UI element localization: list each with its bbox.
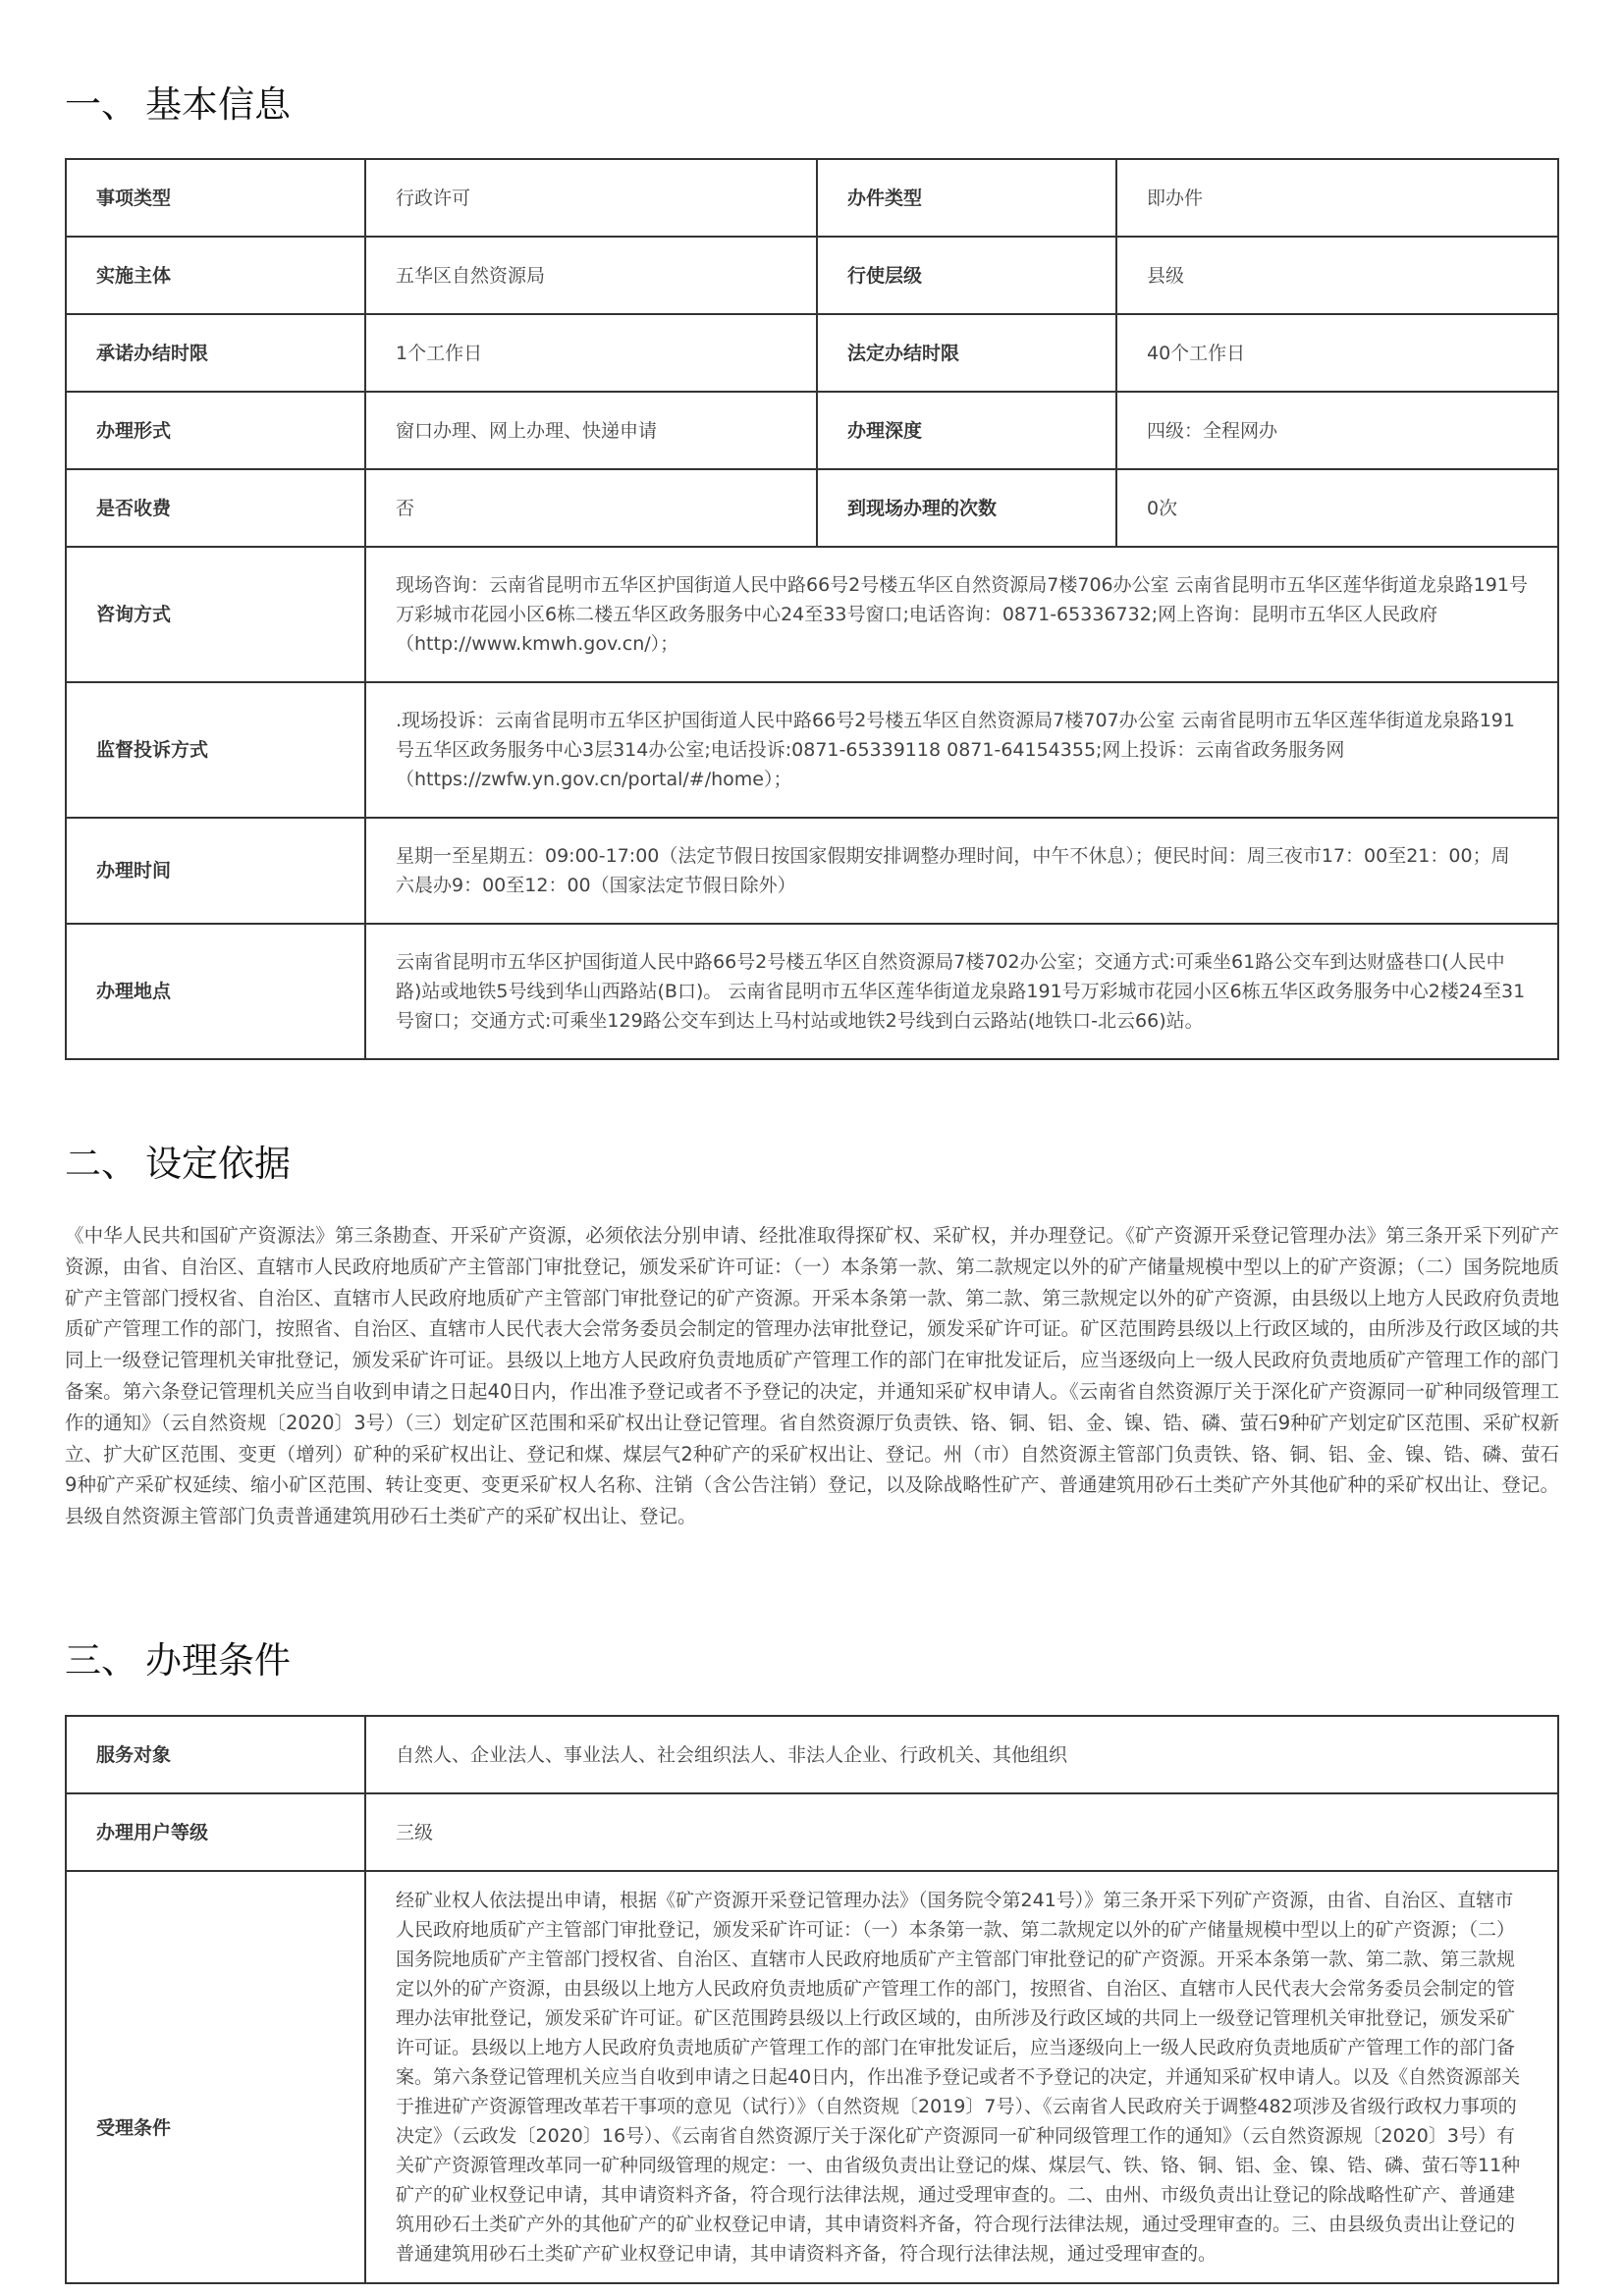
field-label: 办理时间 <box>66 818 365 924</box>
section-number: 三、 <box>65 1639 137 1682</box>
table-row-acceptance <box>66 1871 1558 2283</box>
field-label: 受理条件 <box>66 1871 365 2283</box>
field-label: 是否收费 <box>66 469 365 547</box>
field-label: 办理地点 <box>66 924 365 1059</box>
table-row <box>66 469 1558 547</box>
table-row <box>66 237 1558 314</box>
field-value: 即办件 <box>1116 159 1558 237</box>
table-row <box>66 159 1558 237</box>
table-row <box>66 314 1558 392</box>
field-value: 1个工作日 <box>365 314 817 392</box>
field-value: 云南省昆明市五华区护国街道人民中路66号2号楼五华区自然资源局7楼702办公室；交通方式:可乘坐61路公交车到达财盛巷口(人民中路)站或地铁5号线到华山西路站(B口)。 云南省昆明市五华区莲华街道龙泉路191号万彩城市花园小区6栋五华区政务服务中心2楼24至31号窗口；交通方式:可乘坐129路公交车到达上马村站或地铁2号线到白云路站(地铁口-北云66)站。 <box>365 924 1558 1059</box>
field-value: 40个工作日 <box>1116 314 1558 392</box>
field-label: 办理用户等级 <box>66 1793 365 1871</box>
table-row <box>66 1793 1558 1871</box>
field-value: 现场咨询：云南省昆明市五华区护国街道人民中路66号2号楼五华区自然资源局7楼706办公室 云南省昆明市五华区莲华街道龙泉路191号万彩城市花园小区6栋二楼五华区政务服务中心24至33号窗口;电话咨询：0871-65336732;网上咨询：昆明市五华区人民政府（http://www.kmwh.gov.cn/）； <box>365 547 1558 682</box>
field-value: 四级：全程网办 <box>1116 392 1558 469</box>
field-value: 否 <box>365 469 817 547</box>
section-heading-conditions <box>65 1639 291 1682</box>
table-row <box>66 1716 1558 1793</box>
legal-basis-text: 《中华人民共和国矿产资源法》第三条勘查、开采矿产资源，必须依法分别申请、经批准取得探矿权、采矿权，并办理登记。《矿产资源开采登记管理办法》第三条开采下列矿产资源，由省、自治区、直辖市人民政府地质矿产主管部门审批登记，颁发采矿许可证：（一）本条第一款、第二款规定以外的矿产储量规模中型以上的矿产资源；（二）国务院地质矿产主管部门授权省、自治区、直辖市人民政府地质矿产主管部门审批登记的矿产资源。开采本条第一款、第二款、第三款规定以外的矿产资源，由县级以上地方人民政府负责地质矿产管理工作的部门，按照省、自治区、直辖市人民代表大会常务委员会制定的管理办法审批登记，颁发采矿许可证。矿区范围跨县级以上行政区域的，由所涉及行政区域的共同上一级登记管理机关审批登记，颁发采矿许可证。县级以上地方人民政府负责地质矿产管理工作的部门在审批发证后，应当逐级向上一级人民政府负责地质矿产管理工作的部门备案。第六条登记管理机关应当自收到申请之日起40日内，作出准予登记或者不予登记的决定，并通知采矿权申请人。《云南省自然资源厅关于深化矿产资源同一矿种同级管理工作的通知》（云自然资规〔2020〕3号）（三）划定矿区范围和采矿权出让登记管理。省自然资源厅负责铁、铬、铜、铝、金、镍、锆、磷、萤石9种矿产划定矿区范围、采矿权新立、扩大矿区范围、变更（增列）矿种的采矿权出让、登记和煤、煤层气2种矿产的采矿权出让、登记。州（市）自然资源主管部门负责铁、铬、铜、铝、金、镍、锆、磷、萤石9种矿产采矿权延续、缩小矿区范围、转让变更、变更采矿权人名称、注销（含公告注销）登记，以及除战略性矿产、普通建筑用砂石土类矿产外其他矿种的采矿权出让、登记。县级自然资源主管部门负责普通建筑用砂石土类矿产的采矿权出让、登记。 <box>65 1224 1559 1528</box>
field-value: 三级 <box>365 1793 1558 1871</box>
field-value: .现场投诉：云南省昆明市五华区护国街道人民中路66号2号楼五华区自然资源局7楼707办公室 云南省昆明市五华区莲华街道龙泉路191号五华区政务服务中心3层314办公室;电话投诉:0871-65339118 0871-64154355;网上投诉：云南省政务服务网（https://zwfw.yn.gov.cn/portal/#/home）； <box>365 682 1558 818</box>
basic-info-table <box>65 158 1559 1060</box>
field-label: 承诺办结时限 <box>66 314 365 392</box>
section-title: 办理条件 <box>145 1639 291 1682</box>
section-heading-basic-info <box>65 83 291 126</box>
field-label: 实施主体 <box>66 237 365 314</box>
table-row-location <box>66 924 1558 1059</box>
section-title: 基本信息 <box>145 83 291 126</box>
section-title: 设定依据 <box>145 1143 291 1185</box>
field-value: 自然人、企业法人、事业法人、社会组织法人、非法人企业、行政机关、其他组织 <box>365 1716 1558 1793</box>
field-label: 监督投诉方式 <box>66 682 365 818</box>
section-heading-legal-basis <box>65 1143 291 1185</box>
field-label: 服务对象 <box>66 1716 365 1793</box>
field-value: 星期一至星期五：09:00-17:00（法定节假日按国家假期安排调整办理时间，中午不休息）；便民时间：周三夜市17：00至21：00；周六晨办9：00至12：00（国家法定节假日除外） <box>365 818 1558 924</box>
field-value: 县级 <box>1116 237 1558 314</box>
section-number: 二、 <box>65 1143 137 1185</box>
field-label: 办理形式 <box>66 392 365 469</box>
section-number: 一、 <box>65 83 137 126</box>
table-row-hours <box>66 818 1558 924</box>
field-label: 行使层级 <box>817 237 1116 314</box>
table-row-consult <box>66 547 1558 682</box>
field-value: 窗口办理、网上办理、快递申请 <box>365 392 817 469</box>
field-label: 咨询方式 <box>66 547 365 682</box>
table-row-complaint <box>66 682 1558 818</box>
field-value: 五华区自然资源局 <box>365 237 817 314</box>
field-value: 0次 <box>1116 469 1558 547</box>
field-label: 法定办结时限 <box>817 314 1116 392</box>
field-label: 事项类型 <box>66 159 365 237</box>
field-value: 行政许可 <box>365 159 817 237</box>
field-label: 办件类型 <box>817 159 1116 237</box>
conditions-table <box>65 1715 1559 2284</box>
field-value: 经矿业权人依法提出申请，根据《矿产资源开采登记管理办法》（国务院令第241号）》第三条开采下列矿产资源，由省、自治区、直辖市人民政府地质矿产主管部门审批登记，颁发采矿许可证：（一）本条第一款、第二款规定以外的矿产储量规模中型以上的矿产资源；（二）国务院地质矿产主管部门授权省、自治区、直辖市人民政府地质矿产主管部门审批登记的矿产资源。开采本条第一款、第二款、第三款规定以外的矿产资源，由县级以上地方人民政府负责地质矿产管理工作的部门，按照省、自治区、直辖市人民代表大会常务委员会制定的管理办法审批登记，颁发采矿许可证。矿区范围跨县级以上行政区域的，由所涉及行政区域的共同上一级登记管理机关审批登记，颁发采矿许可证。县级以上地方人民政府负责地质矿产管理工作的部门在审批发证后，应当逐级向上一级人民政府负责地质矿产管理工作的部门备案。第六条登记管理机关应当自收到申请之日起40日内，作出准予登记或者不予登记的决定，并通知采矿权申请人。以及《自然资源部关于推进矿产资源管理改革若干事项的意见（试行）》（自然资规〔2019〕7号）、《云南省人民政府关于调整482项涉及省级行政权力事项的决定》（云政发〔2020〕16号）、《云南省自然资源厅关于深化矿产资源同一矿种同级管理工作的通知》（云自然资源规〔2020〕3号）有关矿产资源管理改革同一矿种同级管理的规定：一、由省级负责出让登记的煤、煤层气、铁、铬、铜、铝、金、镍、锆、磷、萤石等11种矿产的矿业权登记申请，其申请资料齐备，符合现行法律法规，通过受理审查的。二、由州、市级负责出让登记的除战略性矿产、普通建筑用砂石土类矿产外的其他矿产的矿业权登记申请，其申请资料齐备，符合现行法律法规，通过受理审查的。三、由县级负责出让登记的普通建筑用砂石土类矿产矿业权登记申请，其申请资料齐备，符合现行法律法规，通过受理审查的。 <box>365 1871 1558 2283</box>
field-label: 到现场办理的次数 <box>817 469 1116 547</box>
table-row <box>66 392 1558 469</box>
field-label: 办理深度 <box>817 392 1116 469</box>
